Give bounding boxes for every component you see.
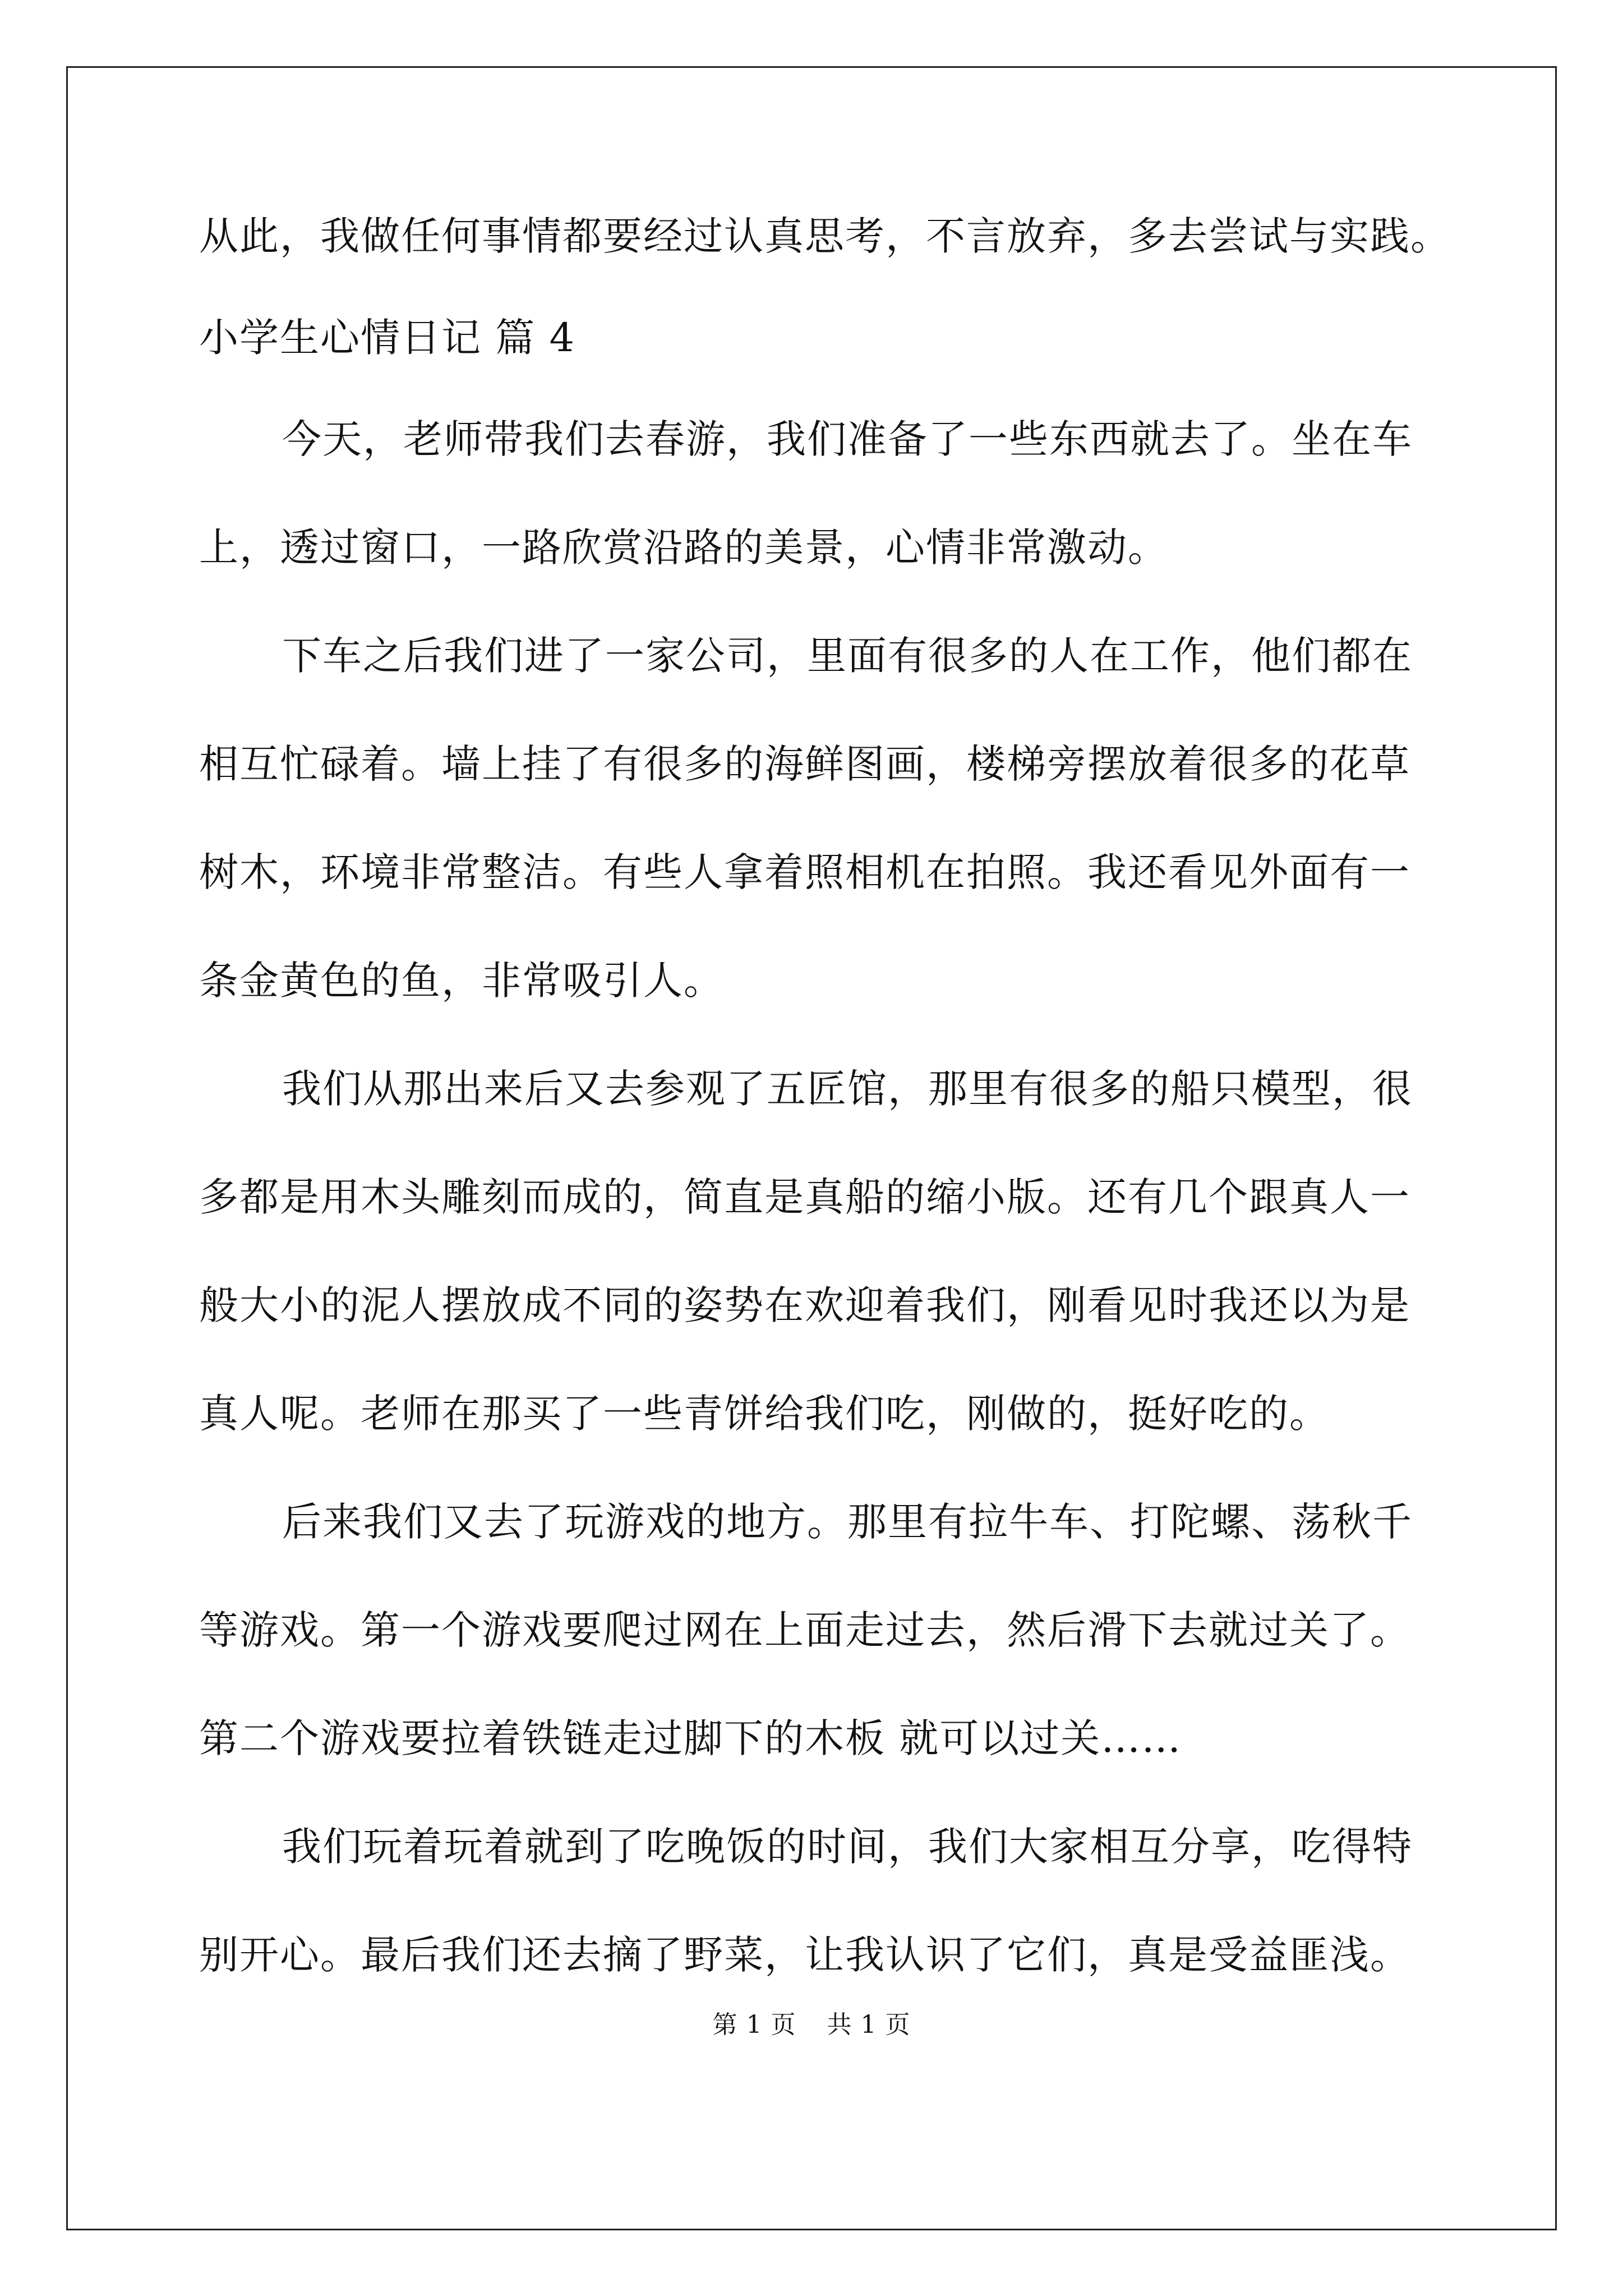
paragraph-2-line-1: 下车之后我们进了一家公司，里面有很多的人在工作，他们都在 — [282, 633, 1413, 679]
page-footer — [0, 2008, 1623, 2042]
paragraph-3-line-4: 真人呢。老师在那买了一些青饼给我们吃，刚做的，挺好吃的。 — [199, 1391, 1330, 1437]
paragraph-3-line-1: 我们从那出来后又去参观了五匠馆，那里有很多的船只模型，很 — [282, 1066, 1413, 1112]
paragraph-2-line-2: 相互忙碌着。墙上挂了有很多的海鲜图画，楼梯旁摆放着很多的花草 — [199, 741, 1410, 787]
paragraph-5-line-1: 我们玩着玩着就到了吃晚饭的时间，我们大家相互分享，吃得特 — [282, 1824, 1413, 1870]
page-total: 共 1 页 — [827, 2010, 911, 2039]
paragraph-2-line-4: 条金黄色的鱼，非常吸引人。 — [199, 958, 724, 1004]
section-heading: 小学生心情日记 篇 4 — [199, 315, 576, 361]
paragraph-5-line-2: 别开心。最后我们还去摘了野菜，让我认识了它们，真是受益匪浅。 — [199, 1932, 1410, 1978]
page-number: 第 1 页 — [712, 2010, 796, 2039]
paragraph-3-line-3: 般大小的泥人摆放成不同的姿势在欢迎着我们，刚看见时我还以为是 — [199, 1282, 1410, 1328]
paragraph-4-line-1: 后来我们又去了玩游戏的地方。那里有拉牛车、打陀螺、荡秋千 — [282, 1499, 1413, 1545]
paragraph-4-line-2: 等游戏。第一个游戏要爬过网在上面走过去，然后滑下去就过关了。 — [199, 1607, 1410, 1653]
paragraph-2-line-3: 树木，环境非常整洁。有些人拿着照相机在拍照。我还看见外面有一 — [199, 849, 1410, 895]
document-body — [199, 209, 1451, 1982]
paragraph-1-line-2: 上，透过窗口，一路欣赏沿路的美景，心情非常激动。 — [199, 524, 1168, 570]
paragraph-1-line-1: 今天，老师带我们去春游，我们准备了一些东西就去了。坐在车 — [282, 416, 1413, 462]
paragraph-4-line-3: 第二个游戏要拉着铁链走过脚下的木板 就可以过关…… — [199, 1715, 1182, 1761]
text-line: 从此，我做任何事情都要经过认真思考，不言放弃，多去尝试与实践。 — [199, 213, 1451, 259]
paragraph-3-line-2: 多都是用木头雕刻而成的，简直是真船的缩小版。还有几个跟真人一 — [199, 1174, 1410, 1220]
